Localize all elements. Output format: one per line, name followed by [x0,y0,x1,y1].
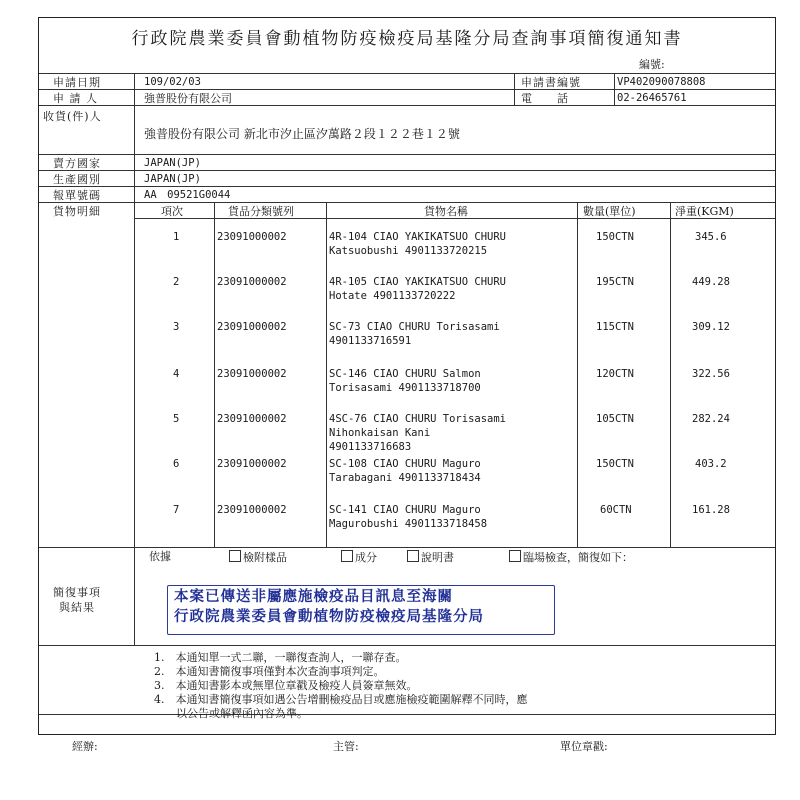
checkbox-ingredient[interactable] [341,550,377,564]
row-code: 23091000002 [217,504,287,516]
phone-value: 02-26465761 [617,92,687,104]
row-code: 23091000002 [217,321,287,333]
row-weight: 449.28 [692,276,730,288]
col-header-no: 項次 [161,205,183,218]
checkbox-ingredient-box[interactable] [341,550,353,562]
row-qty: 120CTN [596,368,634,380]
checkbox-manual[interactable] [407,550,454,564]
checkbox-inspection-box[interactable] [509,550,521,562]
stamp-line2: 行政院農業委員會動植物防疫檢疫局基隆分局 [174,608,484,625]
checkbox-manual-box[interactable] [407,550,419,562]
col-header-name: 貨物名稱 [424,205,468,218]
col-header-code: 貨品分類號列 [228,205,294,218]
row-no: 3 [173,321,180,333]
form-title: 行政院農業委員會動植物防疫檢疫局基隆分局查詢事項簡復通知書 [131,29,683,49]
checkbox-sample-box[interactable] [229,550,241,562]
origin-country-label: 生產國別 [53,173,101,186]
row-code: 23091000002 [217,276,287,288]
row-name-line2: Torisasami 4901133718700 [329,382,481,394]
apply-date-label: 申請日期 [53,76,101,89]
applicant-label: 申 請 人 [53,92,98,105]
note-4-continued: 以公告或解釋函內容為準。 [154,707,308,720]
note-2: 2. 本通知書簡復事項僅對本次查詢事項判定。 [154,665,385,678]
note-3: 3. 本通知書影本或無單位章戳及檢疫人員簽章無效。 [154,679,418,692]
row-qty: 115CTN [596,321,634,333]
checkbox-sample-label: 檢附樣品 [243,551,287,564]
row-qty: 105CTN [596,413,634,425]
seller-country-label: 賣方國家 [53,157,101,170]
row-no: 1 [173,231,180,243]
note-4: 4. 本通知書簡復事項如遇公告增刪檢疫品目或應施檢疫範圍解釋不同時，應 [154,693,528,706]
row-name-line1: 4SC-76 CIAO CHURU Torisasami [329,413,507,425]
reply-label-line2: 與結果 [59,601,95,614]
row-qty: 60CTN [600,504,632,516]
row-name-line2: Magurobushi 4901133718458 [329,518,488,530]
row-name-line1: 4R-105 CIAO YAKIKATSUO CHURU [329,276,507,288]
stamp-line1: 本案已傳送非屬應施檢疫品目訊息至海關 [174,588,453,605]
checkbox-sample[interactable] [229,550,287,564]
reply-label-line1: 簡復事項 [53,586,101,599]
col-header-weight: 淨重(KGM) [675,205,734,218]
row-weight: 322.56 [692,368,730,380]
declaration-value: AA 09521G0044 [144,189,231,201]
row-name-line1: 4R-104 CIAO YAKIKATSUO CHURU [329,231,507,243]
row-name-line2: Nihonkaisan Kani [329,427,431,439]
row-no: 5 [173,413,180,425]
apply-no-value: VP402090078808 [617,76,706,88]
row-code: 23091000002 [217,413,287,425]
apply-date-value: 109/02/03 [144,76,201,88]
seller-country-value: JAPAN(JP) [144,157,201,169]
row-name-line2: 4901133716591 [329,335,412,347]
row-name-line1: SC-108 CIAO CHURU Maguro [329,458,481,470]
row-name-line2: Hotate 4901133720222 [329,290,456,302]
row-name-line1: SC-141 CIAO CHURU Maguro [329,504,481,516]
goods-label: 貨物明細 [53,205,101,218]
row-code: 23091000002 [217,368,287,380]
checkbox-manual-label: 說明書 [421,551,454,564]
footer-handler: 經辦: [72,740,98,753]
row-qty: 150CTN [596,231,634,243]
row-code: 23091000002 [217,458,287,470]
phone-label: 電 話 [521,92,569,105]
consignee-label: 收貨(件)人 [43,110,102,123]
footer-supervisor: 主管: [333,740,359,753]
reply-stamp [167,585,555,635]
origin-country-value: JAPAN(JP) [144,173,201,185]
row-weight: 282.24 [692,413,730,425]
row-name-line1: SC-146 CIAO CHURU Salmon [329,368,481,380]
row-name-line1: SC-73 CIAO CHURU Torisasami [329,321,500,333]
col-header-qty: 數量(單位) [583,205,636,218]
row-qty: 150CTN [596,458,634,470]
row-code: 23091000002 [217,231,287,243]
note-1: 1. 本通知單一式二聯，一聯復查詢人，一聯存查。 [154,651,407,664]
row-name-line2: Tarabagani 4901133718434 [329,472,481,484]
row-name-line3: 4901133716683 [329,441,412,453]
checkbox-inspection[interactable] [509,550,633,564]
basis-label: 依據 [149,550,171,563]
row-no: 6 [173,458,180,470]
row-weight: 345.6 [695,231,727,243]
apply-no-label: 申請書編號 [521,76,581,89]
checkbox-inspection-label: 臨場檢查，簡復如下： [523,551,633,564]
applicant-value: 強普股份有限公司 [144,92,232,105]
serial-label: 編號: [639,58,665,71]
row-weight: 403.2 [695,458,727,470]
declaration-label: 報單號碼 [53,189,101,202]
checkbox-ingredient-label: 成分 [355,551,377,564]
row-name-line2: Katsuobushi 4901133720215 [329,245,488,257]
row-no: 7 [173,504,180,516]
notice-form [38,17,776,735]
consignee-value: 強普股份有限公司 新北市汐止區汐萬路２段１２２巷１２號 [144,127,460,141]
footer-seal: 單位章戳: [560,740,608,753]
row-weight: 309.12 [692,321,730,333]
row-weight: 161.28 [692,504,730,516]
row-no: 4 [173,368,180,380]
row-qty: 195CTN [596,276,634,288]
row-no: 2 [173,276,180,288]
